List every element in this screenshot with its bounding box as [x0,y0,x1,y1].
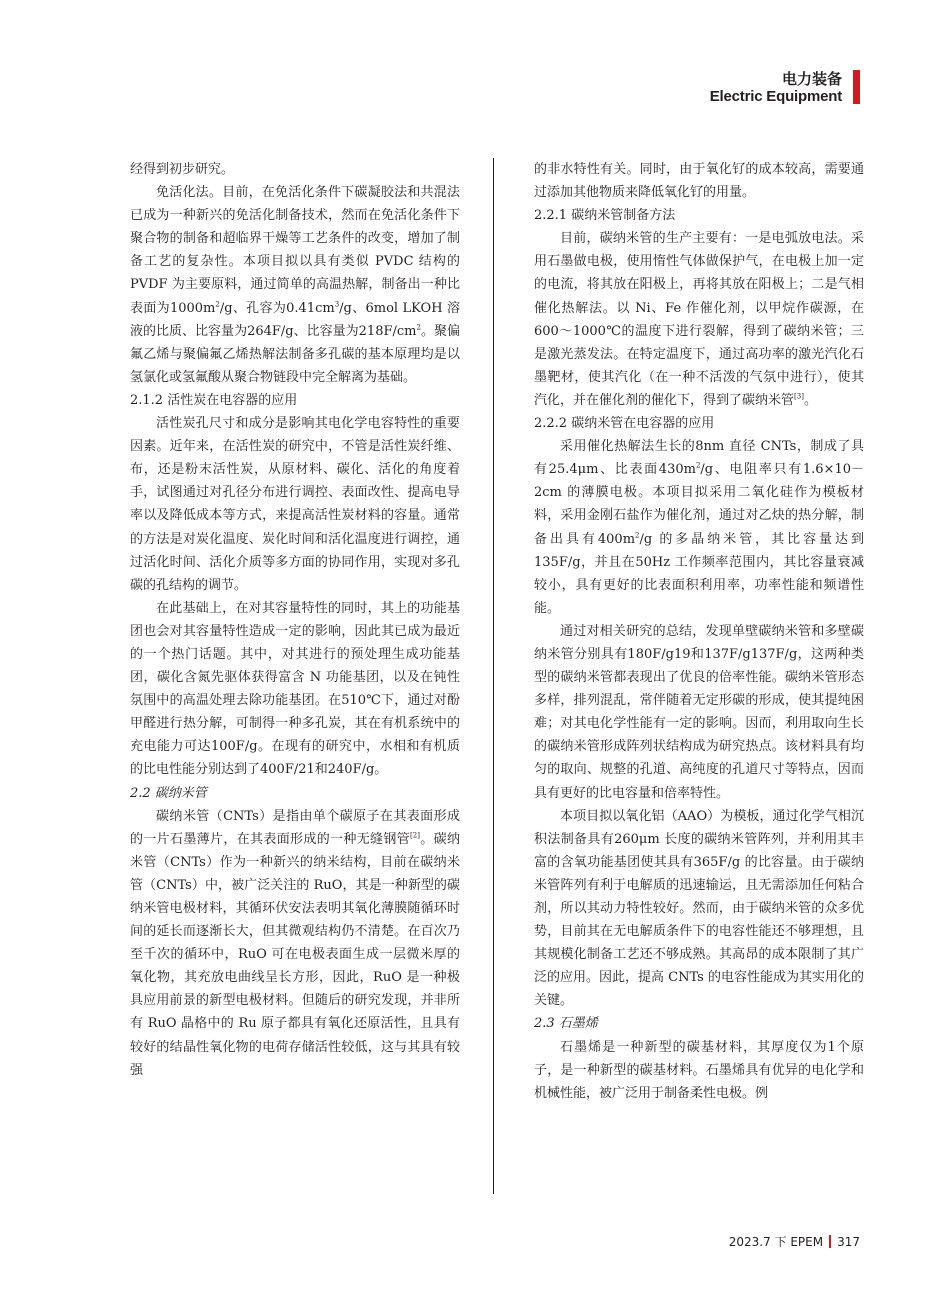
section-heading: 2.3 石墨烯 [534,1016,598,1032]
text-run: /g、电阻率只有1.6×10－2cm 的薄膜电极。本项目拟采用二氧化硅作为模板材料，采用金刚石盐作为催化剂，通过对乙炔的热分解，制备出具有400m [534,462,864,547]
text-run: 采用催化热解法生长的8nm 直径 CNTs，制成了具有25.4μm、比表面430m [534,439,864,478]
superscript: [3] [794,392,804,401]
journal-title-block [710,70,842,106]
section-heading: 2.2.2 碳纳米管在电容器的应用 [534,416,715,432]
left-column [130,158,460,1082]
text-run: 。碳纳米管（CNTs）作为一种新兴的纳米结构，目前在碳纳米管（CNTs）中，被广泛关注的 RuO，其是一种新型的碳纳米管电极材料，其循环伏安法表明其氧化薄膜随循环时间的延长而逐渐长大，但其微观结构仍不清楚。在百次乃至千次的循环中，RuO 可在电极表面生成一层微米厚的氧化物，其充放电曲线呈长方形，因此，RuO 是一种极具应用前景的新型电极材料。但随后的研究发现，并非所有 RuO 晶格中的 Ru 原子都具有氧化还原活性，且具有较好的结晶性氧化物的电荷存储活性较低，这与其具有较强 [130,831,460,1078]
text-run: 免活化法。目前，在免活化条件下碳凝胶法和共混法已成为一种新兴的免活化制备技术，然而在免活化条件下聚合物的制备和超临界干燥等工艺条件的改变，增加了制备工艺的复杂性。本项目拟以具有类似 PVDC 结构的 PVDF 为主要原料，通过简单的高温热解，制备出一种比表面为1000m [130,185,460,316]
paragraph: 石墨烯是一种新型的碳基材料，其厚度仅为1个原子，是一种新型的碳基材料。石墨烯具有优异的电化学和机械性能，被广泛用于制备柔性电极。例 [534,1039,864,1101]
journal-title-en: Electric Equipment [709,88,842,105]
paragraph [534,227,864,412]
superscript: 2 [215,300,220,309]
paragraph: 在此基础上，在对其容量特性的同时，其上的功能基团也会对其容量特性造成一定的影响，因此其已成为最近的一个热门话题。其中，对其进行的预处理生成功能基团，碳化含氮先驱体获得富含 N 功能基团，以及在钝性氛围中的高温处理去除功能基团。在510℃下，通过对酚甲醛进行热分解，可制得一种多孔炭，其在有机系统中的充电能力可达100F/g。在现有的研究中，水相和有机质的比电性能分别达到了400F/21和240F/g。 [130,600,460,778]
page-number: 317 [837,1234,860,1249]
superscript: 2 [635,531,640,540]
paragraph: 经得到初步研究。 [130,162,235,177]
section-heading: 2.1.2 活性炭在电容器的应用 [130,392,298,408]
journal-title-cn: 电力装备 [781,70,842,88]
paragraph [534,435,864,620]
text-run: /g 的多晶纳米管，其比容量达到135F/g，并且在50Hz 工作频率范围内，其比容量衰减较小，具有更好的比表面积利用率，功率性能和频谱性能。 [534,531,865,616]
header-accent-bar [853,70,860,104]
superscript: 2 [695,461,701,470]
text-run: 。 [803,392,817,408]
footer-issue: 2023.7 下 EPEM [728,1235,824,1249]
text-run: 目前，碳纳米管的生产主要有：一是电弧放电法。采用石墨做电极，使用惰性气体做保护气，在电极上加一定的电流，将其放在阳极上，再将其放在阳极上；二是气相催化热解法。以 Ni、Fe 作催化剂，以甲烷作碳源，在600～1000℃的温度下进行裂解，得到了碳纳米管；三是激光蒸发法。在特定温度下，通过高功率的激光汽化石墨靶材，使其汽化（在一种不活泼的气氛中进行），使其汽化，并在催化剂的催化下，得到了碳纳米管 [534,231,864,408]
paragraph [130,181,460,389]
superscript: 2 [416,323,421,332]
paragraph: 通过对相关研究的总结，发现单壁碳纳米管和多壁碳纳米管分别具有180F/g19和137F/g137F/g，这两种类型的碳纳米管都表现出了优良的倍率性能。碳纳米管形态多样，排列混乱，常伴随着无定形碳的形成，使其提纯困难；对其电化学性能有一定的影响。因而，利用取向生长的碳纳米管形成阵列状结构成为研究热点。该材料具有均匀的取向、规整的孔道、高纯度的孔道尺寸等特点，因而具有更好的比电容量和倍率特性。 [534,623,864,801]
text-run: 碳纳米管（CNTs）是指由单个碳原子在其表面形成的一片石墨薄片，在其表面形成的一种无缝钢管 [130,808,460,847]
superscript: 3 [334,300,340,309]
paragraph: 的非水特性有关。同时，由于氧化钌的成本较高，需要通过添加其他物质来降低氧化钌的用量。 [534,162,864,201]
paragraph [130,805,460,1082]
column-divider [493,158,494,1194]
paragraph: 本项目拟以氧化铝（AAO）为模板，通过化学气相沉积法制备具有260μm 长度的碳纳米管阵列，并利用其丰富的含氧功能基团使其具有365F/g 的比容量。由于碳纳米管阵列有利于电解质的迅速输运，且无需添加任何粘合剂，所以其动力特性较好。然而，由于碳纳米管的众多优势，目前其在无电解质条件下的电容性能还不够理想，且其规模化制备工艺还不够成熟。其高昂的成本限制了其广泛的应用。因此，提高 CNTs 的电容性能成为其实用化的关键。 [534,808,864,1009]
section-heading: 2.2.1 碳纳米管制备方法 [534,208,676,224]
section-heading: 2.2 碳纳米管 [130,785,207,801]
paragraph: 活性炭孔尺寸和成分是影响其电化学电容特性的重要因素。近年来，在活性炭的研究中，不管是活性炭纤维、布，还是粉末活性炭，从原材料、碳化、活化的角度着手，试图通过对孔径分布进行调控、表面改性、提高电导率以及降低成本等方式，来提高活性炭材料的容量。通常的方法是对炭化温度、炭化时间和活化温度进行调控，通过活化时间、活化介质等多方面的协同作用，实现对多孔碳的孔结构的调节。 [130,416,460,593]
text-run: /g、6mol LKOH 溶液的比质、比容量为264F/g、比容量为218F/cm [130,300,460,339]
right-column [534,158,864,1105]
text-run: /g、孔容为0.41cm [219,300,335,316]
page-footer [729,1233,860,1250]
superscript: [2] [410,831,420,840]
footer-accent-bar [829,1235,831,1248]
text-run: 。聚偏氟乙烯与聚偏氟乙烯热解法制备多孔碳的基本原理均是以氢氯化或氢氟酸从聚合物链段中完全解离为基础。 [130,323,460,385]
